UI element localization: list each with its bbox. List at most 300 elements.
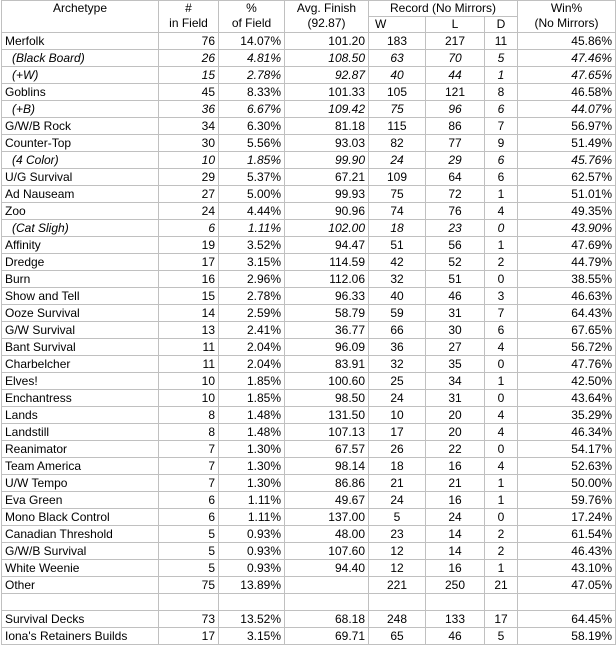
cell-percent: 1.11% [219,492,285,509]
cell-losses: 14 [426,543,485,560]
cell-count: 34 [159,118,219,135]
cell-avg-finish: 58.79 [285,305,369,322]
cell-win-pct: 38.55% [518,271,616,288]
cell-percent: 1.85% [219,152,285,169]
cell-count: 10 [159,373,219,390]
cell-archetype: G/W/B Survival [2,543,159,560]
cell-avg-finish: 49.67 [285,492,369,509]
table-row [2,84,616,101]
cell-archetype: U/G Survival [2,169,159,186]
cell-count: 26 [159,50,219,67]
cell-wins: 24 [369,152,426,169]
cell-avg-finish: 68.18 [285,611,369,628]
cell-wins: 25 [369,373,426,390]
cell-win-pct: 35.29% [518,407,616,424]
cell-losses: 96 [426,101,485,118]
cell-draws: 5 [485,50,518,67]
cell-avg-finish: 99.93 [285,186,369,203]
cell-count: 13 [159,322,219,339]
cell-percent: 1.85% [219,390,285,407]
cell-wins: 26 [369,441,426,458]
cell-losses: 16 [426,458,485,475]
cell-archetype: (Cat Sligh) [2,220,159,237]
cell-archetype: Zoo [2,203,159,220]
table-row [2,322,616,339]
cell-archetype: Team America [2,458,159,475]
cell-count: 16 [159,271,219,288]
cell-percent: 1.48% [219,407,285,424]
cell-draws: 1 [485,475,518,492]
cell-wins: 17 [369,424,426,441]
cell-percent: 1.11% [219,220,285,237]
cell-win-pct: 54.17% [518,441,616,458]
cell-win-pct: 49.35% [518,203,616,220]
cell-draws: 21 [485,577,518,594]
cell-count: 15 [159,67,219,84]
cell-win-pct: 47.65% [518,67,616,84]
cell-avg-finish: 96.33 [285,288,369,305]
cell-wins: 59 [369,305,426,322]
cell-draws: 4 [485,407,518,424]
table-row [2,50,616,67]
cell-losses: 27 [426,339,485,356]
table-row [2,101,616,118]
cell-percent: 8.33% [219,84,285,101]
cell-avg-finish: 102.00 [285,220,369,237]
header-w: W [369,17,426,32]
cell-avg-finish: 114.59 [285,254,369,271]
cell-losses: 64 [426,169,485,186]
cell-archetype: Enchantress [2,390,159,407]
cell-win-pct: 43.10% [518,560,616,577]
cell-percent: 13.52% [219,611,285,628]
cell-win-pct: 62.57% [518,169,616,186]
cell-draws: 1 [485,492,518,509]
cell-percent: 2.04% [219,356,285,373]
cell-wins: 75 [369,101,426,118]
cell-win-pct: 51.01% [518,186,616,203]
cell-count: 76 [159,33,219,50]
table-row [2,356,616,373]
cell-percent: 4.44% [219,203,285,220]
table-body [2,33,616,645]
cell-wins: 63 [369,50,426,67]
header-win-pct: Win% (No Mirrors) [518,1,616,33]
cell-percent: 14.07% [219,33,285,50]
cell-win-pct: 47.69% [518,237,616,254]
cell-win-pct: 47.76% [518,356,616,373]
table-row [2,288,616,305]
cell-percent: 3.52% [219,237,285,254]
cell-percent: 5.37% [219,169,285,186]
header-archetype: Archetype [2,1,159,33]
cell-wins: 10 [369,407,426,424]
cell-losses: 77 [426,135,485,152]
cell-wins: 65 [369,628,426,645]
cell-count: 6 [159,220,219,237]
cell-win-pct: 67.65% [518,322,616,339]
cell-count: 5 [159,543,219,560]
cell-draws: 2 [485,526,518,543]
cell-losses: 217 [426,33,485,50]
cell-draws: 1 [485,560,518,577]
cell-draws: 0 [485,390,518,407]
cell-avg-finish: 108.50 [285,50,369,67]
cell-draws: 7 [485,118,518,135]
cell-wins: 18 [369,220,426,237]
cell-avg-finish: 98.14 [285,458,369,475]
cell-draws: 17 [485,611,518,628]
cell-archetype: Show and Tell [2,288,159,305]
cell-losses: 31 [426,390,485,407]
cell-count: 15 [159,288,219,305]
cell-win-pct: 45.86% [518,33,616,50]
cell-archetype: Ad Nauseam [2,186,159,203]
cell-count: 11 [159,356,219,373]
cell-percent: 2.59% [219,305,285,322]
table-row [2,339,616,356]
table-row [2,407,616,424]
cell-win-pct: 46.43% [518,543,616,560]
cell-archetype: Other [2,577,159,594]
cell-win-pct: 43.90% [518,220,616,237]
cell-wins: 32 [369,271,426,288]
cell-avg-finish: 100.60 [285,373,369,390]
cell-draws: 0 [485,509,518,526]
cell-archetype: G/W Survival [2,322,159,339]
cell-percent: 3.15% [219,628,285,645]
cell-losses: 29 [426,152,485,169]
cell-percent: 1.48% [219,424,285,441]
table-row [2,186,616,203]
cell-draws: 3 [485,288,518,305]
cell-losses: 121 [426,84,485,101]
cell-avg-finish: 83.91 [285,356,369,373]
cell-archetype: White Weenie [2,560,159,577]
cell-percent: 2.78% [219,67,285,84]
table-row [2,254,616,271]
table-row [2,271,616,288]
cell-archetype: G/W/B Rock [2,118,159,135]
header-l: L [426,17,485,32]
cell-draws: 1 [485,373,518,390]
cell-archetype: Affinity [2,237,159,254]
cell-losses: 44 [426,67,485,84]
cell-win-pct: 42.50% [518,373,616,390]
table-row [2,441,616,458]
cell-losses: 21 [426,475,485,492]
cell-percent: 2.78% [219,288,285,305]
cell-archetype: U/W Tempo [2,475,159,492]
cell-losses: 52 [426,254,485,271]
cell-wins: 42 [369,254,426,271]
cell-losses: 51 [426,271,485,288]
cell-avg-finish: 94.40 [285,560,369,577]
cell-draws: 6 [485,169,518,186]
cell-losses: 30 [426,322,485,339]
cell-win-pct: 45.76% [518,152,616,169]
cell-count: 30 [159,135,219,152]
archetype-stats-table [1,0,616,645]
cell-count: 14 [159,305,219,322]
cell-wins: 18 [369,458,426,475]
cell-wins: 82 [369,135,426,152]
cell-wins: 105 [369,84,426,101]
cell-draws: 7 [485,305,518,322]
cell-archetype: Elves! [2,373,159,390]
cell-losses: 76 [426,203,485,220]
cell-archetype: Eva Green [2,492,159,509]
spacer-row [2,594,616,611]
cell-archetype: Bant Survival [2,339,159,356]
table-row [2,33,616,50]
cell-win-pct: 51.49% [518,135,616,152]
header-d: D [496,17,506,31]
cell-count: 19 [159,237,219,254]
cell-win-pct: 44.79% [518,254,616,271]
cell-avg-finish: 67.57 [285,441,369,458]
table-row [2,203,616,220]
cell-losses: 133 [426,611,485,628]
cell-percent: 5.00% [219,186,285,203]
table-row [2,509,616,526]
cell-draws: 1 [485,67,518,84]
table-row [2,135,616,152]
cell-wins: 23 [369,526,426,543]
cell-avg-finish: 93.03 [285,135,369,152]
cell-avg-finish: 131.50 [285,407,369,424]
cell-wins: 12 [369,560,426,577]
cell-count: 27 [159,186,219,203]
cell-percent: 3.15% [219,254,285,271]
cell-count: 8 [159,424,219,441]
cell-wins: 51 [369,237,426,254]
cell-percent: 0.93% [219,543,285,560]
table-row [2,492,616,509]
cell-win-pct: 46.63% [518,288,616,305]
cell-count: 75 [159,577,219,594]
header-percent: % of Field [219,1,285,33]
cell-wins: 36 [369,339,426,356]
cell-avg-finish: 48.00 [285,526,369,543]
table-row [2,152,616,169]
cell-win-pct: 17.24% [518,509,616,526]
cell-losses: 31 [426,305,485,322]
cell-avg-finish: 69.71 [285,628,369,645]
table-row [2,305,616,322]
cell-wins: 183 [369,33,426,50]
cell-percent: 1.30% [219,441,285,458]
cell-archetype: Charbelcher [2,356,159,373]
cell-wins: 5 [369,509,426,526]
cell-win-pct: 61.54% [518,526,616,543]
cell-count: 6 [159,509,219,526]
cell-draws: 4 [485,458,518,475]
cell-wins: 66 [369,322,426,339]
cell-avg-finish: 92.87 [285,67,369,84]
cell-win-pct: 47.05% [518,577,616,594]
cell-losses: 14 [426,526,485,543]
table-row [2,237,616,254]
cell-draws: 0 [485,441,518,458]
cell-archetype: Reanimator [2,441,159,458]
cell-count: 24 [159,203,219,220]
cell-avg-finish: 107.60 [285,543,369,560]
table-row [2,67,616,84]
cell-count: 7 [159,475,219,492]
cell-losses: 56 [426,237,485,254]
cell-archetype: Ooze Survival [2,305,159,322]
table-header [2,1,616,33]
table-row [2,526,616,543]
cell-avg-finish: 112.06 [285,271,369,288]
cell-avg-finish: 107.13 [285,424,369,441]
cell-count: 36 [159,101,219,118]
cell-percent: 0.93% [219,560,285,577]
table-row [2,543,616,560]
cell-losses: 35 [426,356,485,373]
header-count: # in Field [159,1,219,33]
cell-percent: 2.96% [219,271,285,288]
cell-wins: 109 [369,169,426,186]
table-row [2,169,616,186]
cell-losses: 46 [426,628,485,645]
cell-losses: 24 [426,509,485,526]
table-row [2,390,616,407]
table-row [2,118,616,135]
cell-win-pct: 52.63% [518,458,616,475]
cell-draws: 0 [485,356,518,373]
cell-wins: 74 [369,203,426,220]
table-row [2,560,616,577]
header-record: Record (No Mirrors) W L D [369,1,518,33]
cell-losses: 22 [426,441,485,458]
table-row [2,577,616,594]
cell-win-pct: 56.72% [518,339,616,356]
cell-win-pct: 64.43% [518,305,616,322]
cell-percent: 1.30% [219,458,285,475]
cell-avg-finish: 98.50 [285,390,369,407]
cell-avg-finish: 99.90 [285,152,369,169]
cell-count: 73 [159,611,219,628]
cell-archetype: Burn [2,271,159,288]
cell-draws: 0 [485,220,518,237]
cell-percent: 6.67% [219,101,285,118]
cell-draws: 4 [485,203,518,220]
cell-win-pct: 47.46% [518,50,616,67]
cell-percent: 1.30% [219,475,285,492]
cell-win-pct: 46.34% [518,424,616,441]
table-row [2,475,616,492]
cell-losses: 70 [426,50,485,67]
cell-losses: 72 [426,186,485,203]
cell-archetype: Mono Black Control [2,509,159,526]
cell-percent: 0.93% [219,526,285,543]
cell-archetype: Iona's Retainers Builds [2,628,159,645]
header-avg-finish: Avg. Finish (92.87) [285,1,369,33]
table-row [2,458,616,475]
cell-draws: 1 [485,237,518,254]
cell-avg-finish: 36.77 [285,322,369,339]
cell-count: 29 [159,169,219,186]
cell-percent: 2.04% [219,339,285,356]
cell-win-pct: 58.19% [518,628,616,645]
cell-archetype: (4 Color) [2,152,159,169]
cell-avg-finish: 101.20 [285,33,369,50]
cell-percent: 6.30% [219,118,285,135]
cell-draws: 4 [485,339,518,356]
cell-win-pct: 59.76% [518,492,616,509]
cell-losses: 23 [426,220,485,237]
cell-losses: 250 [426,577,485,594]
cell-avg-finish: 81.18 [285,118,369,135]
cell-archetype: Merfolk [2,33,159,50]
cell-avg-finish: 94.47 [285,237,369,254]
cell-archetype: (+B) [2,101,159,118]
cell-count: 8 [159,407,219,424]
cell-count: 17 [159,254,219,271]
cell-avg-finish: 101.33 [285,84,369,101]
cell-win-pct: 46.58% [518,84,616,101]
table-row [2,611,616,628]
cell-wins: 24 [369,492,426,509]
cell-win-pct: 44.07% [518,101,616,118]
cell-wins: 75 [369,186,426,203]
cell-draws: 8 [485,84,518,101]
cell-count: 5 [159,526,219,543]
table-row [2,424,616,441]
cell-losses: 86 [426,118,485,135]
cell-draws: 0 [485,271,518,288]
cell-wins: 24 [369,390,426,407]
cell-losses: 46 [426,288,485,305]
cell-percent: 2.41% [219,322,285,339]
cell-count: 45 [159,84,219,101]
cell-draws: 9 [485,135,518,152]
cell-wins: 221 [369,577,426,594]
cell-archetype: Landstill [2,424,159,441]
cell-count: 6 [159,492,219,509]
cell-percent: 13.89% [219,577,285,594]
cell-wins: 12 [369,543,426,560]
cell-count: 17 [159,628,219,645]
cell-archetype: (+W) [2,67,159,84]
cell-archetype: Canadian Threshold [2,526,159,543]
cell-avg-finish [285,577,369,594]
cell-archetype: Survival Decks [2,611,159,628]
cell-wins: 40 [369,67,426,84]
table-row [2,373,616,390]
cell-draws: 1 [485,186,518,203]
cell-wins: 115 [369,118,426,135]
cell-draws: 4 [485,424,518,441]
cell-percent: 5.56% [219,135,285,152]
cell-percent: 1.11% [219,509,285,526]
cell-win-pct: 56.97% [518,118,616,135]
cell-avg-finish: 90.96 [285,203,369,220]
cell-archetype: (Black Board) [2,50,159,67]
cell-count: 7 [159,458,219,475]
table-row [2,220,616,237]
cell-draws: 6 [485,152,518,169]
cell-win-pct: 43.64% [518,390,616,407]
cell-archetype: Counter-Top [2,135,159,152]
cell-losses: 34 [426,373,485,390]
cell-wins: 40 [369,288,426,305]
cell-count: 5 [159,560,219,577]
cell-archetype: Dredge [2,254,159,271]
cell-percent: 4.81% [219,50,285,67]
